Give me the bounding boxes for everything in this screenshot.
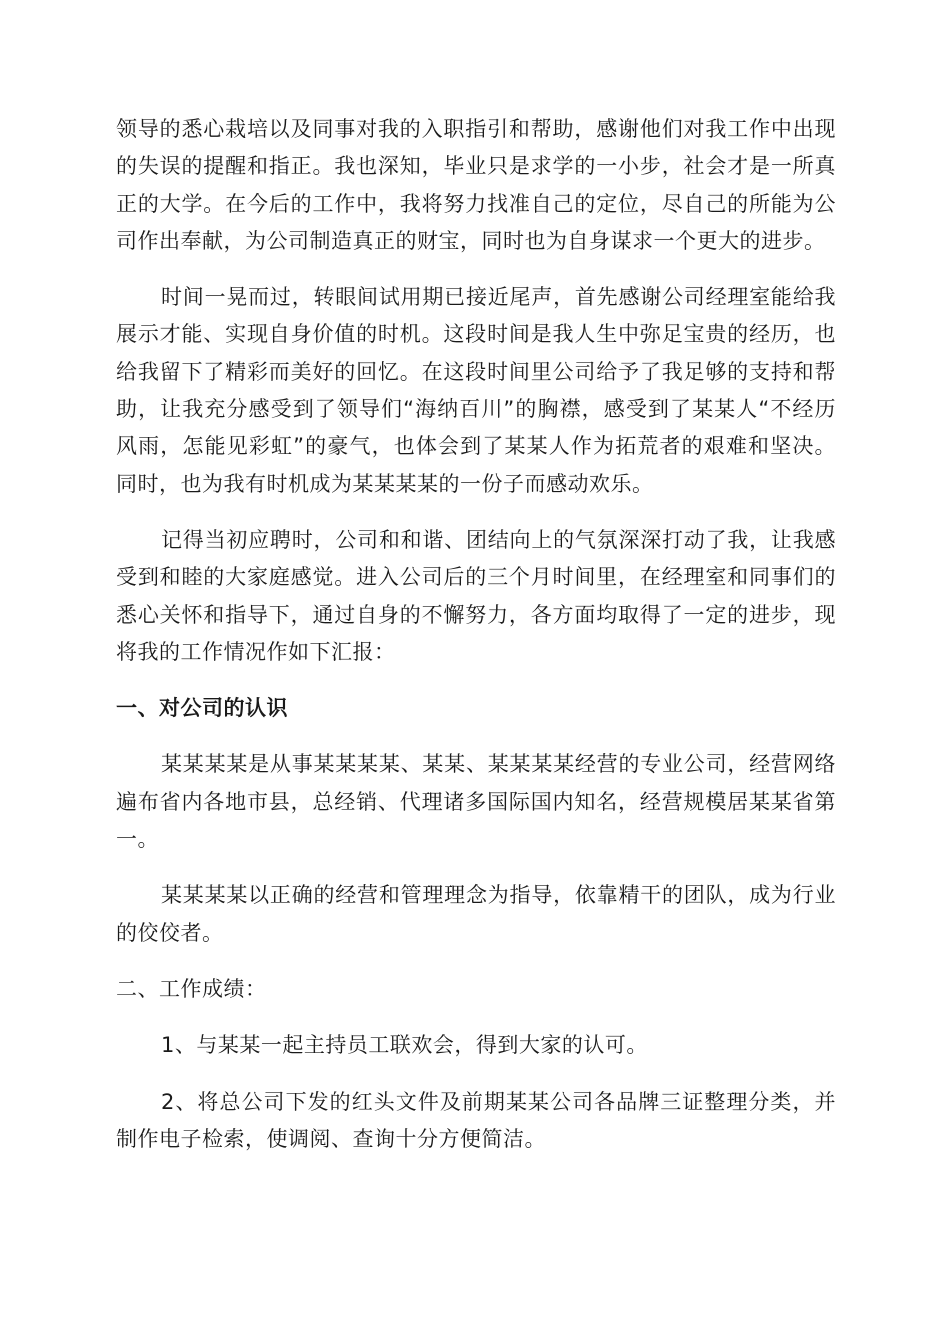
paragraph-company-intro: 某某某某是从事某某某某、某某、某某某某经营的专业公司，经营网络遍布省内各地市县，总经销、代理诸多国际国内知名，经营规模居某某省第一。	[116, 752, 836, 852]
document-body	[116, 111, 836, 1158]
list-item-achievement-2: 2、将总公司下发的红头文件及前期某某公司各品牌三证整理分类，并制作电子检索，使调阅、查询十分方便简洁。	[116, 1089, 836, 1151]
paragraph-probation-review: 时间一晃而过，转眼间试用期已接近尾声，首先感谢公司经理室能给我展示才能、实现自身价值的时机。这段时间是我人生中弥足宝贵的经历，也给我留下了精彩而美好的回忆。在这段时间里公司给予了我足够的支持和帮助，让我充分感受到了领导们“海纳百川”的胸襟，感受到了某某人“不经历风雨，怎能见彩虹”的豪气，也体会到了某某人作为拓荒者的艰难和坚决。同时，也为我有时机成为某某某某的一份子而感动欢乐。	[116, 285, 836, 496]
list-item-achievement-1: 1、与某某一起主持员工联欢会，得到大家的认可。	[161, 1033, 648, 1058]
paragraph-company-philosophy: 某某某某以正确的经营和管理理念为指导，依靠精干的团队，成为行业的佼佼者。	[116, 883, 836, 945]
section-heading-achievements: 二、工作成绩：	[116, 976, 267, 1001]
paragraph-continuation: 领导的悉心栽培以及同事对我的入职指引和帮助，感谢他们对我工作中出现的失误的提醒和指正。我也深知，毕业只是求学的一小步，社会才是一所真正的大学。在今后的工作中，我将努力找准自己的定位，尽自己的所能为公司作出奉献，为公司制造真正的财宝，同时也为自身谋求一个更大的进步。	[116, 117, 836, 253]
paragraph-job-application: 记得当初应聘时，公司和和谐、团结向上的气氛深深打动了我，让我感受到和睦的大家庭感觉。进入公司后的三个月时间里，在经理室和同事们的悉心关怀和指导下，通过自身的不懈努力，各方面均取得了一定的进步，现将我的工作情况作如下汇报：	[116, 527, 836, 664]
section-heading-company: 一、对公司的认识	[116, 696, 288, 721]
